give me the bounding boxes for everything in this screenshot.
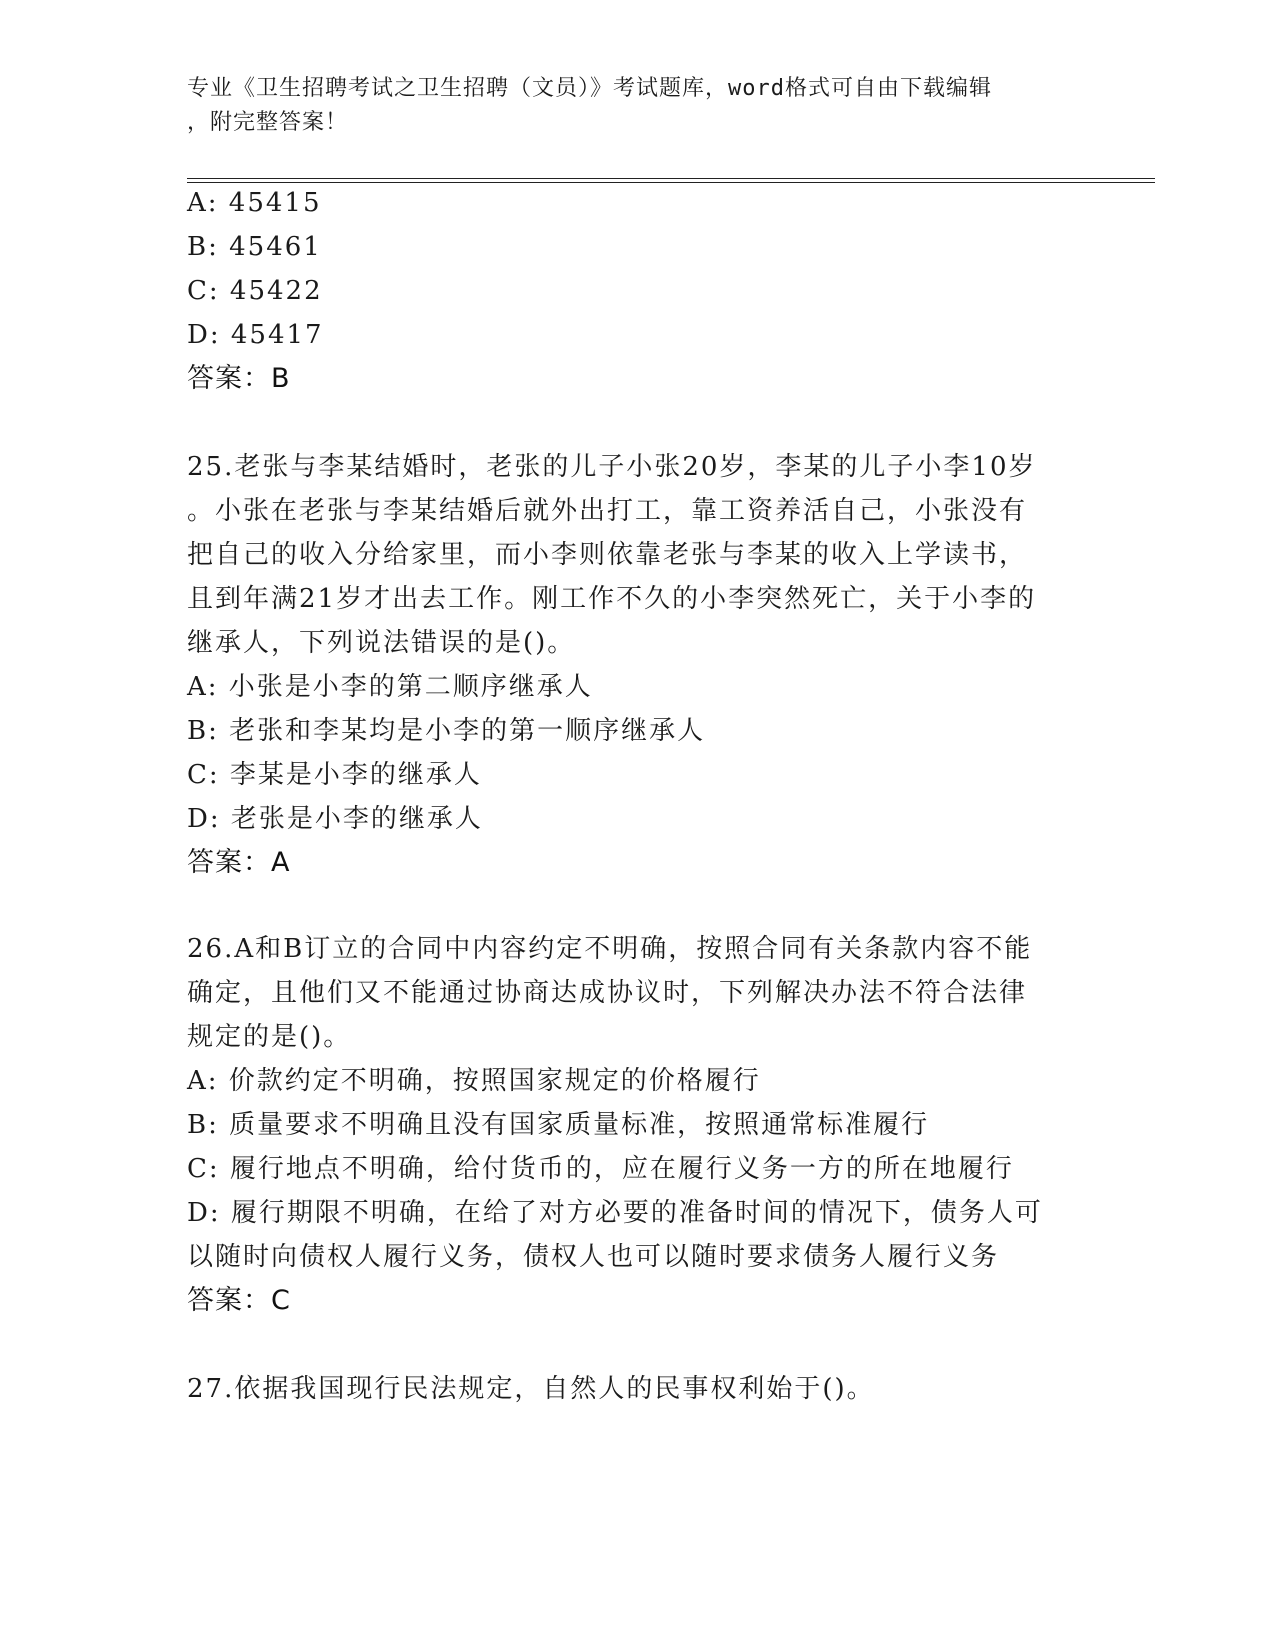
question-stem-line: 确定，且他们又不能通过协商达成协议时，下列解决办法不符合法律 [187,978,1028,1008]
option-d: D: 老张是小李的继承人 [187,804,483,834]
answer: 答案：A [187,847,291,878]
option-a: A: 小张是小李的第二顺序继承人 [187,672,593,702]
option-d: D: 45417 [187,320,324,350]
question-stem-line: 规定的是()。 [187,1022,352,1052]
header-line-1: 专业《卫生招聘考试之卫生招聘（文员）》考试题库，word格式可自由下载编辑 [187,76,992,101]
question-stem-line: 把自己的收入分给家里，而小李则依靠老张与李某的收入上学读书， [187,540,1028,570]
option-a: A: 45415 [187,188,322,218]
option-a: A: 价款约定不明确，按照国家规定的价格履行 [187,1066,761,1096]
option-b: B: 45461 [187,232,322,262]
header-line-2: ，附完整答案！ [187,110,349,135]
question-stem-line: 26.A和B订立的合同中内容约定不明确，按照合同有关条款内容不能 [187,934,1033,964]
option-d: D: 履行期限不明确，在给了对方必要的准备时间的情况下，债务人可 [187,1198,1043,1228]
header-divider-top [187,178,1155,179]
option-c: C: 李某是小李的继承人 [187,760,482,790]
question-stem-line: 继承人，下列说法错误的是()。 [187,628,576,658]
option-c: C: 履行地点不明确，给付货币的，应在履行义务一方的所在地履行 [187,1154,1014,1184]
answer: 答案：B [187,363,291,394]
question-stem-line: 25.老张与李某结婚时，老张的儿子小张20岁，李某的儿子小李10岁 [187,452,1037,482]
option-d-continued: 以随时向债权人履行义务，债权人也可以随时要求债务人履行义务 [187,1242,1000,1272]
option-c: C: 45422 [187,276,323,306]
answer: 答案：C [187,1285,291,1316]
option-b: B: 老张和李某均是小李的第一顺序继承人 [187,716,706,746]
option-b: B: 质量要求不明确且没有国家质量标准，按照通常标准履行 [187,1110,930,1140]
question-stem-line: 。小张在老张与李某结婚后就外出打工，靠工资养活自己，小张没有 [187,496,1028,526]
document-header [187,72,1067,140]
question-stem-line: 且到年满21岁才出去工作。刚工作不久的小李突然死亡，关于小李的 [187,584,1037,614]
header-divider-bottom [187,182,1155,183]
question-stem-line: 27.依据我国现行民法规定，自然人的民事权利始于()。 [187,1374,875,1404]
